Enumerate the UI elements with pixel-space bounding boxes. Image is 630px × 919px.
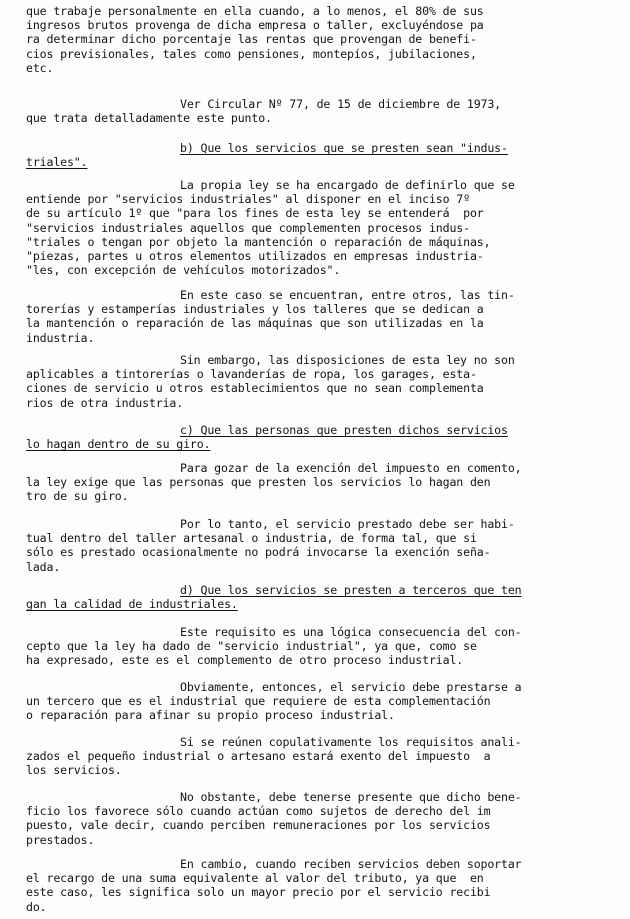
paragraph-third-party xyxy=(26,680,616,723)
text-line: zados el pequeño industrial o artesano estará exento del impuesto a xyxy=(26,749,491,764)
text-line: que trabaje personalmente en ella cuando, a lo menos, el 80% de sus xyxy=(26,4,484,18)
text-line: industria. xyxy=(26,330,95,345)
text-line: No obstante, debe tenerse presente que dicho bene- xyxy=(180,790,522,804)
text-line: cepto que la ley ha dado de "servicio industrial", ya que, como se xyxy=(26,639,477,654)
text-line: entiende por "servicios industriales" al disponer en el inciso 7º xyxy=(26,192,470,207)
heading-d-third-parties xyxy=(26,583,616,611)
text-line: un tercero que es el industrial que requiere de esta complementación xyxy=(26,694,491,709)
text-line: gan la calidad de industriales. xyxy=(26,597,238,612)
text-line: ha expresado, este es el complemento de otro proceso industrial. xyxy=(26,653,464,668)
text-line: rios de otra industria. xyxy=(26,395,184,410)
text-line: aplicables a tintorerías o lavanderías de ropa, los garages, esta- xyxy=(26,367,477,382)
text-line: ciones de servicio u otros establecimientos que no sean complementa xyxy=(26,381,484,396)
text-line: Para gozar de la exención del impuesto en comento, xyxy=(180,461,522,475)
text-line: lada. xyxy=(26,559,61,574)
paragraph-surcharge xyxy=(26,857,616,914)
paragraph-requirements-met xyxy=(26,735,616,778)
text-line: la ley exige que las personas que presten los servicios lo hagan den xyxy=(26,475,491,490)
text-line: Por lo tanto, el servicio prestado debe ser habi- xyxy=(180,517,515,531)
text-line: o reparación para afinar su propio proceso industrial. xyxy=(26,708,395,723)
text-line: "servicios industriales aquellos que complementen procesos indus- xyxy=(26,220,470,235)
text-line: Este requisito es una lógica consecuencia del con- xyxy=(180,625,522,639)
text-line: ingresos brutos provenga de dicha empresa o taller, excluyéndose pa xyxy=(26,18,484,33)
text-line: do. xyxy=(26,899,47,914)
text-line: este caso, les significa solo un mayor precio por el servicio recibi xyxy=(26,885,491,900)
text-line: prestados. xyxy=(26,832,95,847)
paragraph-income-requirement xyxy=(26,4,616,75)
paragraph-examples xyxy=(26,288,616,345)
heading-b-industrial-services xyxy=(26,141,616,169)
paragraph-definition xyxy=(26,178,616,277)
text-line: puesto, vale decir, cuando perciben remuneraciones por los servicios xyxy=(26,818,491,833)
text-line: "piezas, partes u otros elementos utilizados en empresas industria- xyxy=(26,248,484,263)
text-line: lo hagan dentro de su giro. xyxy=(26,437,211,452)
text-line: d) Que los servicios se presten a terceros que ten xyxy=(180,583,522,597)
text-line: Si se reúnen copulativamente los requisitos anali- xyxy=(180,735,522,749)
paragraph-exclusions xyxy=(26,353,616,410)
text-line: de su artículo 1º que "para los fines de esta ley se entenderá por xyxy=(26,206,484,221)
text-line: Sin embargo, las disposiciones de esta ley no son xyxy=(180,353,515,367)
text-line: torerías y estamperías industriales y los talleres que se dedican a xyxy=(26,302,484,317)
text-line: la mantención o reparación de las máquinas que son utilizadas en la xyxy=(26,316,484,331)
text-line: Ver Circular Nº 77, de 15 de diciembre de 1973, xyxy=(180,97,502,111)
text-line: etc. xyxy=(26,60,54,75)
text-line: que trata detalladamente este punto. xyxy=(26,111,272,126)
text-line: los servicios. xyxy=(26,763,122,778)
text-line: "triales o tengan por objeto la mantención o reparación de máquinas, xyxy=(26,234,491,249)
text-line: "les, con excepción de vehículos motorizados". xyxy=(26,263,341,278)
text-line: b) Que los servicios que se presten sean "indus- xyxy=(180,141,508,155)
text-line: En este caso se encuentran, entre otros, las tin- xyxy=(180,288,515,302)
text-line: ficio los favorece sólo cuando actúan como sujetos de derecho del im xyxy=(26,804,491,819)
text-line: el recargo de una suma equivalente al valor del tributo, ya que en xyxy=(26,871,484,886)
text-line: triales". xyxy=(26,155,88,170)
text-line: sólo es prestado ocasionalmente no podrá invocarse la exención seña- xyxy=(26,545,491,560)
text-line: tro de su giro. xyxy=(26,489,129,504)
text-line: Obviamente, entonces, el servicio debe prestarse a xyxy=(180,680,522,694)
paragraph-benefit-scope xyxy=(26,790,616,847)
paragraph-circular-reference xyxy=(26,97,616,125)
text-line: c) Que las personas que presten dichos servicios xyxy=(180,423,508,437)
text-line: cios previsionales, tales como pensiones, montepíos, jubilaciones, xyxy=(26,46,477,61)
paragraph-habitual-service xyxy=(26,517,616,574)
text-line: La propia ley se ha encargado de definirlo que se xyxy=(180,178,515,192)
text-line: ra determinar dicho porcentaje las rentas que provengan de benefi- xyxy=(26,32,477,47)
paragraph-exemption-condition xyxy=(26,461,616,504)
paragraph-requirement-consequence xyxy=(26,625,616,668)
heading-c-within-business xyxy=(26,423,616,451)
text-line: En cambio, cuando reciben servicios deben soportar xyxy=(180,857,522,871)
text-line: tual dentro del taller artesanal o industria, de forma tal, que si xyxy=(26,531,477,546)
